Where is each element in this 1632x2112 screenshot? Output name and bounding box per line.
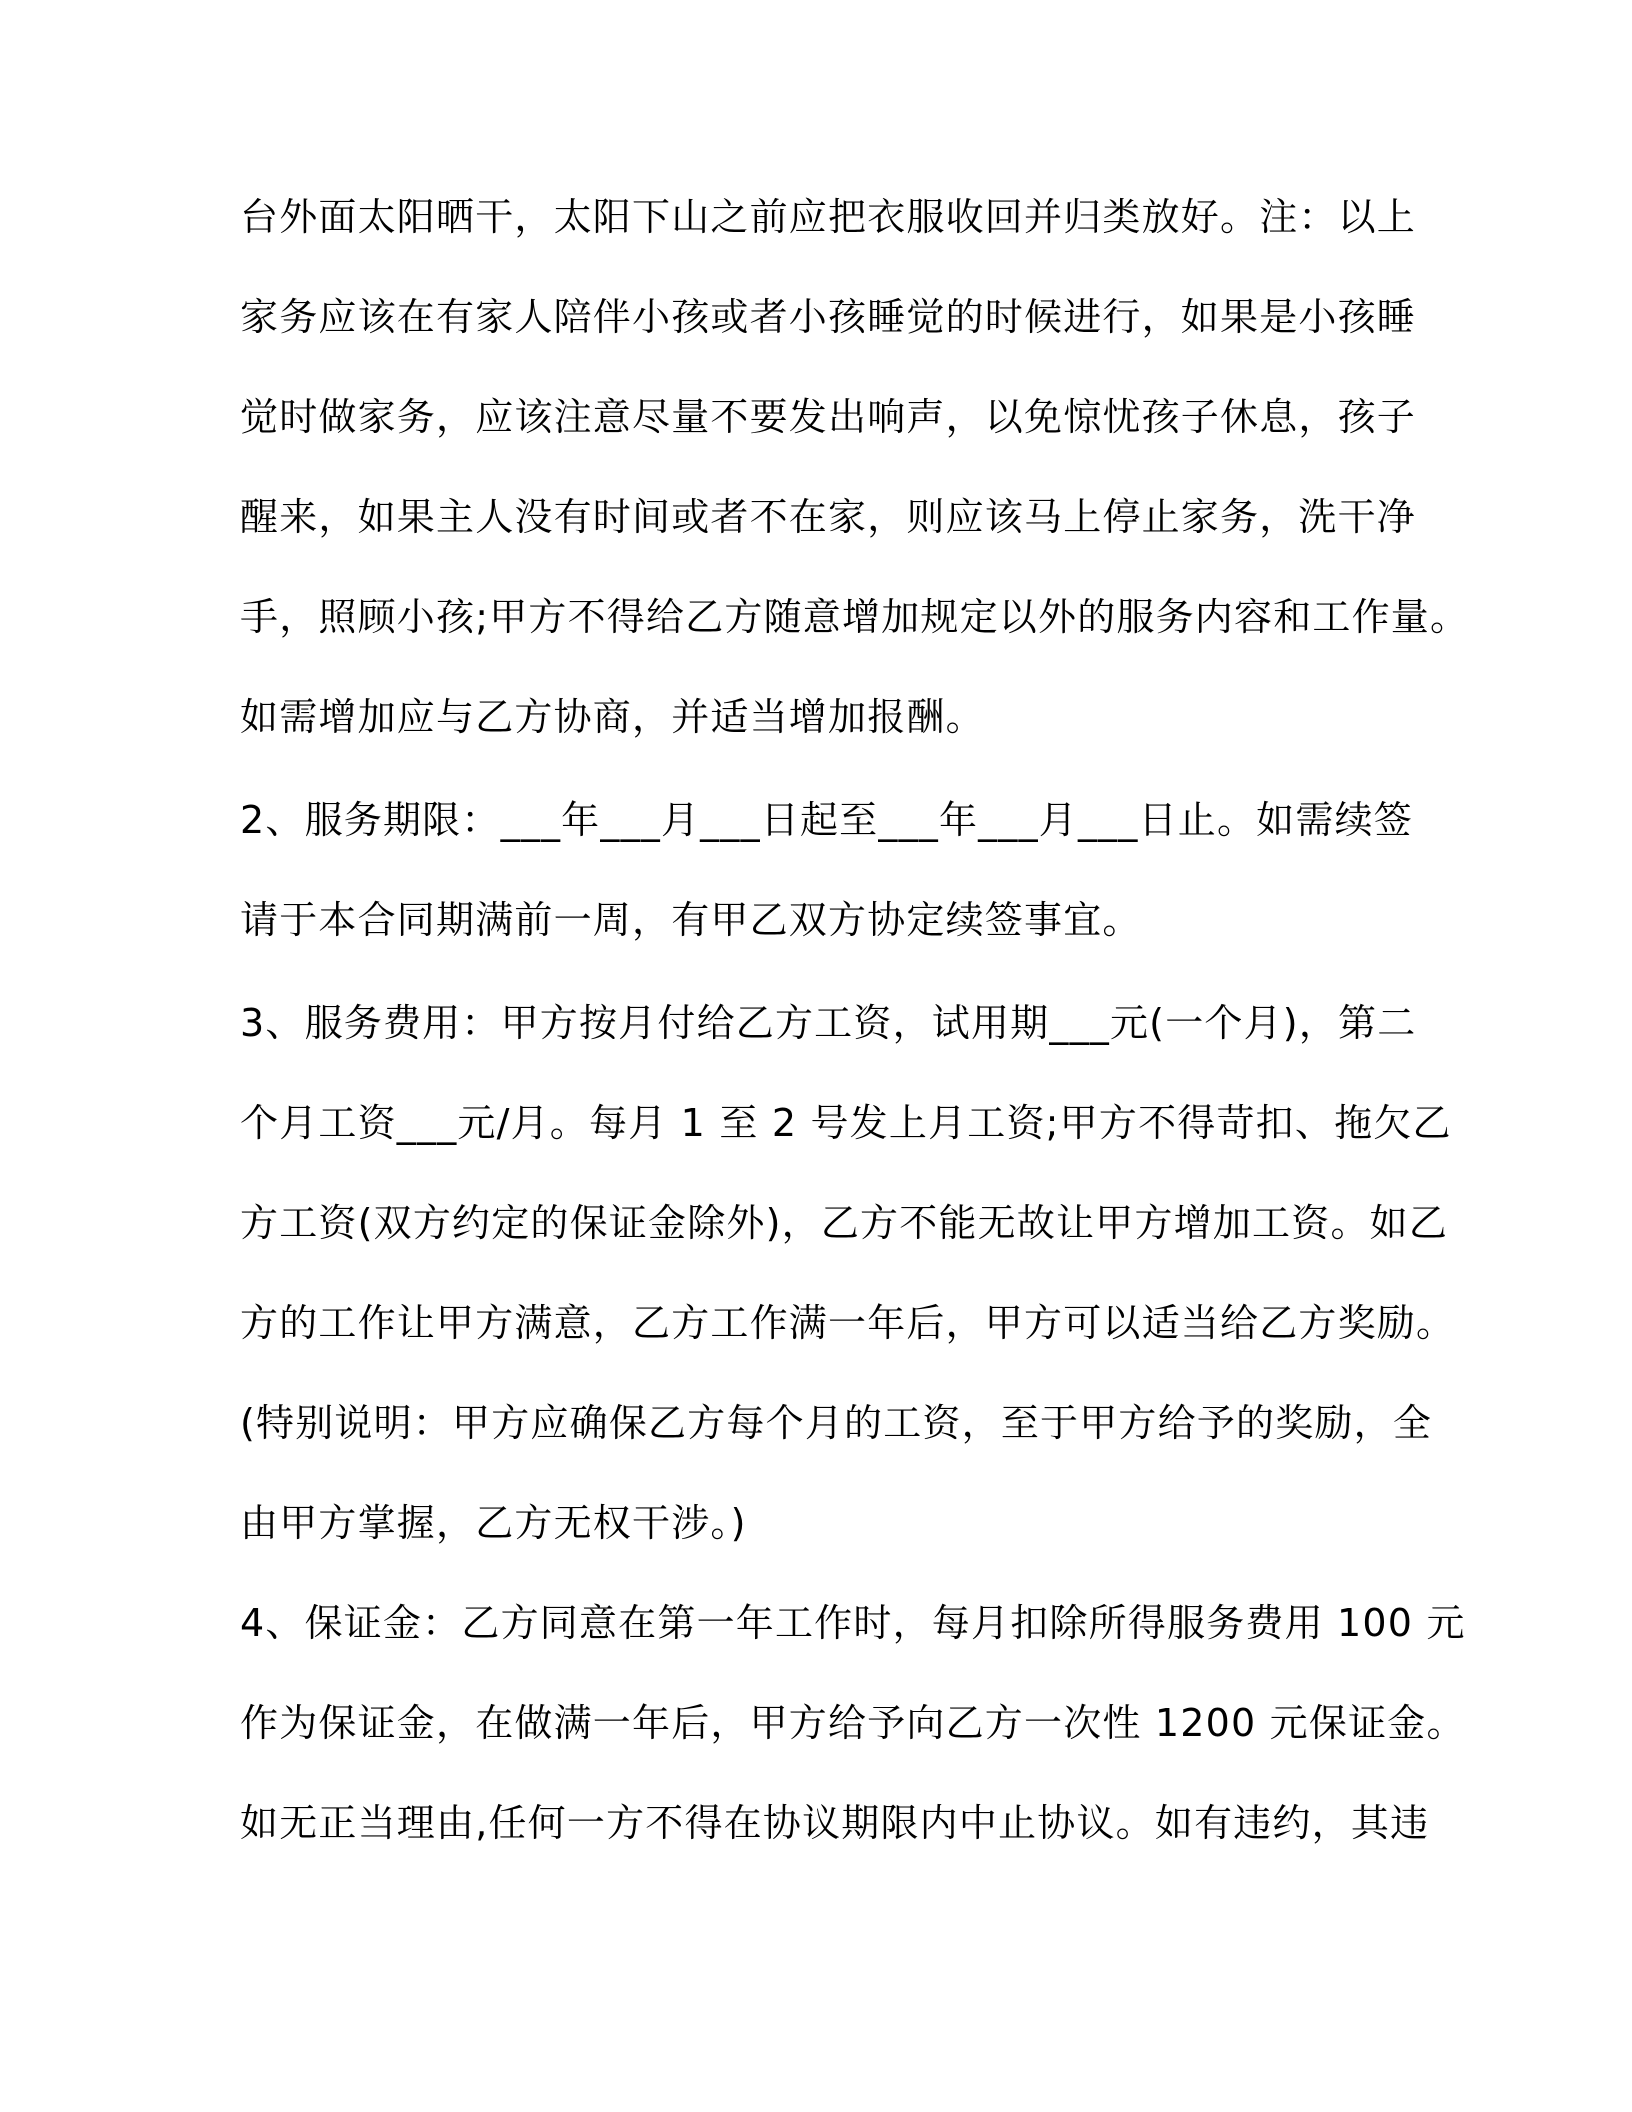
text-line-11: 方工资(双方约定的保证金除外)，乙方不能无故让甲方增加工资。如乙 (240, 1201, 1449, 1245)
text-line-15: 4、保证金：乙方同意在第一年工作时，每月扣除所得服务费用 100 元 (240, 1601, 1466, 1645)
text-line-4: 醒来，如果主人没有时间或者不在家，则应该马上停止家务，洗干净 (240, 495, 1417, 539)
text-line-13: (特别说明：甲方应确保乙方每个月的工资，至于甲方给予的奖励，全 (240, 1401, 1433, 1445)
text-line-3: 觉时做家务，应该注意尽量不要发出响声，以免惊忧孩子休息，孩子 (240, 395, 1417, 439)
text-line-17: 如无正当理由,任何一方不得在协议期限内中止协议。如有违约，其违 (240, 1801, 1430, 1845)
text-line-7: 2、服务期限：___年___月___日起至___年___月___日止。如需续签 (240, 798, 1413, 842)
text-line-16: 作为保证金，在做满一年后，甲方给予向乙方一次性 1200 元保证金。 (240, 1701, 1466, 1745)
text-line-1: 台外面太阳晒干，太阳下山之前应把衣服收回并归类放好。注：以上 (240, 195, 1417, 239)
text-line-9: 3、服务费用：甲方按月付给乙方工资，试用期___元(一个月)，第二 (240, 1001, 1417, 1045)
text-line-5: 手，照顾小孩;甲方不得给乙方随意增加规定以外的服务内容和工作量。 (240, 595, 1470, 639)
text-line-12: 方的工作让甲方满意，乙方工作满一年后，甲方可以适当给乙方奖励。 (240, 1301, 1456, 1345)
text-line-6: 如需增加应与乙方协商，并适当增加报酬。 (240, 695, 985, 739)
text-line-10: 个月工资___元/月。每月 1 至 2 号发上月工资;甲方不得苛扣、拖欠乙 (240, 1101, 1452, 1145)
text-line-2: 家务应该在有家人陪伴小孩或者小孩睡觉的时候进行，如果是小孩睡 (240, 295, 1417, 339)
text-line-8: 请于本合同期满前一周，有甲乙双方协定续签事宜。 (240, 898, 1142, 942)
text-line-14: 由甲方掌握，乙方无权干涉。) (240, 1501, 747, 1545)
